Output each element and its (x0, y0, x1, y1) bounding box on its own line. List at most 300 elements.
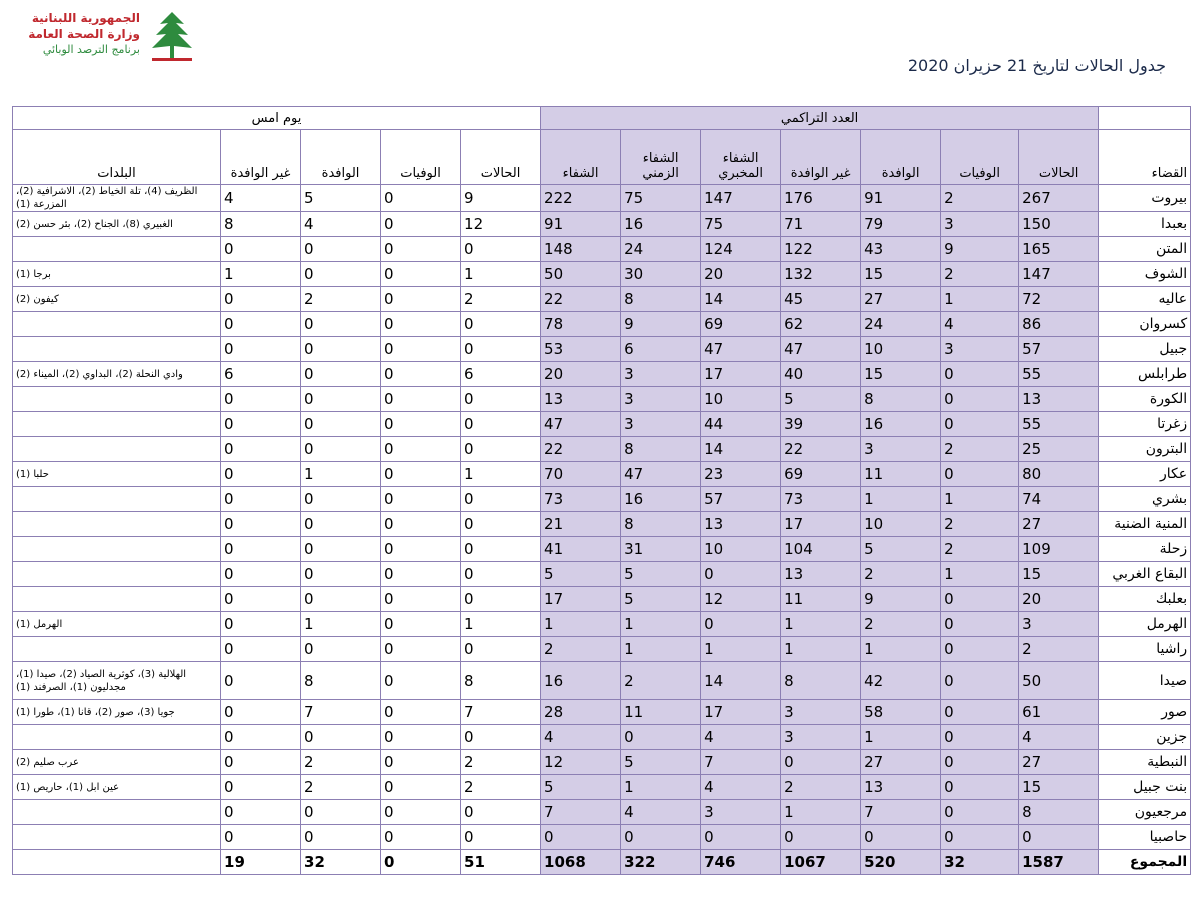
logo-republic-text: الجمهورية اللبنانية (31, 11, 140, 25)
towns-cell (13, 412, 221, 437)
cases-cell: 72 (1019, 287, 1099, 312)
cases-cell: 55 (1019, 362, 1099, 387)
yesterday-imported-cell: 0 (301, 825, 381, 850)
clinical-recovery-cell: 47 (621, 462, 701, 487)
district-name: الكورة (1099, 387, 1191, 412)
table-row (13, 662, 1191, 700)
non-imported-cell: 13 (781, 562, 861, 587)
towns-cell: الظريف (4)، تلة الخياط (2)، الاشرافية (2)، المزرعة (1) (13, 185, 221, 212)
towns-cell: الهلالية (3)، كوثرية الصياد (2)، صيدا (1)، مجدليون (1)، الصرفند (1) (13, 662, 221, 700)
non-imported-cell: 22 (781, 437, 861, 462)
yesterday-non-imported-cell: 0 (221, 750, 301, 775)
recovery-cell: 13 (541, 387, 621, 412)
non-imported-cell: 1067 (781, 850, 861, 875)
cases-cell: 15 (1019, 775, 1099, 800)
district-name: الهرمل (1099, 612, 1191, 637)
towns-cell (13, 312, 221, 337)
yesterday-deaths-cell: 0 (381, 562, 461, 587)
yesterday-deaths-cell: 0 (381, 237, 461, 262)
deaths-cell: 1 (941, 562, 1019, 587)
lab-recovery-cell: 14 (701, 662, 781, 700)
yesterday-cases-cell: 0 (461, 312, 541, 337)
district-name: المجموع (1099, 850, 1191, 875)
deaths-cell: 2 (941, 537, 1019, 562)
yesterday-cases-cell: 2 (461, 775, 541, 800)
lab-recovery-cell: 147 (701, 185, 781, 212)
recovery-cell: 16 (541, 662, 621, 700)
recovery-cell: 4 (541, 725, 621, 750)
imported-cell: 24 (861, 312, 941, 337)
district-name: بعبدا (1099, 212, 1191, 237)
yesterday-non-imported-cell: 0 (221, 725, 301, 750)
towns-cell: وادي النحلة (2)، البداوي (2)، الميناء (2) (13, 362, 221, 387)
lab-recovery-cell: 4 (701, 775, 781, 800)
col-recovery: الشفاء (541, 130, 621, 185)
district-name: زحلة (1099, 537, 1191, 562)
yesterday-cases-cell: 0 (461, 537, 541, 562)
yesterday-imported-cell: 7 (301, 700, 381, 725)
cases-cell: 1587 (1019, 850, 1099, 875)
non-imported-cell: 62 (781, 312, 861, 337)
yesterday-non-imported-cell: 0 (221, 312, 301, 337)
yesterday-cases-cell: 0 (461, 487, 541, 512)
imported-cell: 27 (861, 750, 941, 775)
yesterday-cases-cell: 0 (461, 437, 541, 462)
yesterday-cases-cell: 0 (461, 587, 541, 612)
yesterday-imported-cell: 5 (301, 185, 381, 212)
yesterday-cases-cell: 12 (461, 212, 541, 237)
imported-cell: 43 (861, 237, 941, 262)
cases-cell: 80 (1019, 462, 1099, 487)
table-row (13, 337, 1191, 362)
yesterday-cases-cell: 9 (461, 185, 541, 212)
yesterday-deaths-cell: 0 (381, 185, 461, 212)
cedar-icon (144, 8, 200, 64)
yesterday-deaths-cell: 0 (381, 637, 461, 662)
district-group-cell (1099, 107, 1191, 130)
deaths-cell: 0 (941, 700, 1019, 725)
imported-cell: 1 (861, 487, 941, 512)
yesterday-imported-cell: 0 (301, 387, 381, 412)
cases-cell: 50 (1019, 662, 1099, 700)
deaths-cell: 0 (941, 825, 1019, 850)
non-imported-cell: 122 (781, 237, 861, 262)
cases-cell: 57 (1019, 337, 1099, 362)
deaths-cell: 0 (941, 637, 1019, 662)
clinical-recovery-cell: 5 (621, 587, 701, 612)
non-imported-cell: 5 (781, 387, 861, 412)
yesterday-deaths-cell: 0 (381, 725, 461, 750)
towns-cell (13, 637, 221, 662)
imported-cell: 11 (861, 462, 941, 487)
clinical-recovery-cell: 8 (621, 512, 701, 537)
towns-cell (13, 512, 221, 537)
recovery-cell: 41 (541, 537, 621, 562)
lab-recovery-cell: 57 (701, 487, 781, 512)
clinical-recovery-cell: 1 (621, 612, 701, 637)
yesterday-cases-cell: 0 (461, 800, 541, 825)
table-row (13, 412, 1191, 437)
cases-cell: 27 (1019, 512, 1099, 537)
table-row (13, 287, 1191, 312)
cases-cell: 15 (1019, 562, 1099, 587)
yesterday-imported-cell: 0 (301, 487, 381, 512)
lab-recovery-cell: 1 (701, 637, 781, 662)
table-row (13, 775, 1191, 800)
yesterday-deaths-cell: 0 (381, 662, 461, 700)
col-cases: الحالات (1019, 130, 1099, 185)
table-body (13, 185, 1191, 875)
cases-cell: 147 (1019, 262, 1099, 287)
imported-cell: 1 (861, 637, 941, 662)
deaths-cell: 0 (941, 387, 1019, 412)
lab-recovery-cell: 20 (701, 262, 781, 287)
towns-cell: الغبيري (8)، الجناح (2)، بئر حسن (2) (13, 212, 221, 237)
clinical-recovery-cell: 5 (621, 562, 701, 587)
clinical-recovery-cell: 1 (621, 775, 701, 800)
yesterday-deaths-cell: 0 (381, 850, 461, 875)
towns-cell: برجا (1) (13, 262, 221, 287)
imported-cell: 5 (861, 537, 941, 562)
table-row (13, 537, 1191, 562)
district-name: طرابلس (1099, 362, 1191, 387)
yesterday-non-imported-cell: 1 (221, 262, 301, 287)
lab-recovery-cell: 0 (701, 612, 781, 637)
yesterday-deaths-cell: 0 (381, 537, 461, 562)
imported-cell: 8 (861, 387, 941, 412)
recovery-cell: 17 (541, 587, 621, 612)
lab-recovery-cell: 3 (701, 800, 781, 825)
yesterday-deaths-cell: 0 (381, 462, 461, 487)
towns-cell (13, 487, 221, 512)
yesterday-non-imported-cell: 0 (221, 437, 301, 462)
recovery-cell: 148 (541, 237, 621, 262)
column-header-row (13, 130, 1191, 185)
col-non-imported: غير الوافدة (781, 130, 861, 185)
deaths-cell: 3 (941, 212, 1019, 237)
district-name: المنية الضنية (1099, 512, 1191, 537)
cases-cell: 109 (1019, 537, 1099, 562)
table-row (13, 750, 1191, 775)
non-imported-cell: 1 (781, 612, 861, 637)
deaths-cell: 0 (941, 725, 1019, 750)
yesterday-non-imported-cell: 0 (221, 462, 301, 487)
deaths-cell: 0 (941, 362, 1019, 387)
deaths-cell: 2 (941, 185, 1019, 212)
yesterday-non-imported-cell: 19 (221, 850, 301, 875)
yesterday-deaths-cell: 0 (381, 512, 461, 537)
clinical-recovery-cell: 31 (621, 537, 701, 562)
clinical-recovery-cell: 11 (621, 700, 701, 725)
cases-cell: 3 (1019, 612, 1099, 637)
yesterday-cases-cell: 7 (461, 700, 541, 725)
recovery-cell: 222 (541, 185, 621, 212)
col-y-imported: الوافدة (301, 130, 381, 185)
cases-cell: 8 (1019, 800, 1099, 825)
towns-cell (13, 725, 221, 750)
group-header-row (13, 107, 1191, 130)
imported-cell: 91 (861, 185, 941, 212)
yesterday-deaths-cell: 0 (381, 412, 461, 437)
yesterday-imported-cell: 8 (301, 662, 381, 700)
yesterday-cases-cell: 0 (461, 562, 541, 587)
lab-recovery-cell: 75 (701, 212, 781, 237)
cases-cell: 13 (1019, 387, 1099, 412)
district-name: مرجعيون (1099, 800, 1191, 825)
col-district: القضاء (1099, 130, 1191, 185)
yesterday-deaths-cell: 0 (381, 262, 461, 287)
yesterday-imported-cell: 0 (301, 800, 381, 825)
non-imported-cell: 3 (781, 725, 861, 750)
yesterday-cases-cell: 1 (461, 462, 541, 487)
logo-program-text: برنامج الترصد الوبائي (42, 43, 140, 56)
clinical-recovery-cell: 8 (621, 287, 701, 312)
district-name: زغرتا (1099, 412, 1191, 437)
clinical-recovery-cell: 30 (621, 262, 701, 287)
deaths-cell: 4 (941, 312, 1019, 337)
lab-recovery-cell: 4 (701, 725, 781, 750)
yesterday-imported-cell: 0 (301, 337, 381, 362)
non-imported-cell: 132 (781, 262, 861, 287)
towns-cell: عين ابل (1)، حاريص (1) (13, 775, 221, 800)
lab-recovery-cell: 23 (701, 462, 781, 487)
yesterday-cases-cell: 0 (461, 412, 541, 437)
district-name: صور (1099, 700, 1191, 725)
non-imported-cell: 73 (781, 487, 861, 512)
table-row (13, 512, 1191, 537)
table-row (13, 362, 1191, 387)
cases-cell: 165 (1019, 237, 1099, 262)
yesterday-cases-cell: 0 (461, 237, 541, 262)
yesterday-deaths-cell: 0 (381, 700, 461, 725)
district-name: المتن (1099, 237, 1191, 262)
deaths-cell: 0 (941, 800, 1019, 825)
lab-recovery-cell: 0 (701, 825, 781, 850)
deaths-cell: 0 (941, 412, 1019, 437)
yesterday-imported-cell: 0 (301, 312, 381, 337)
non-imported-cell: 0 (781, 750, 861, 775)
col-y-non-imported: غير الوافدة (221, 130, 301, 185)
towns-cell (13, 537, 221, 562)
district-name: كسروان (1099, 312, 1191, 337)
lab-recovery-cell: 7 (701, 750, 781, 775)
yesterday-deaths-cell: 0 (381, 387, 461, 412)
cases-cell: 2 (1019, 637, 1099, 662)
recovery-cell: 22 (541, 287, 621, 312)
clinical-recovery-cell: 16 (621, 487, 701, 512)
clinical-recovery-cell: 322 (621, 850, 701, 875)
yesterday-cases-cell: 0 (461, 825, 541, 850)
imported-cell: 9 (861, 587, 941, 612)
district-name: بشري (1099, 487, 1191, 512)
yesterday-deaths-cell: 0 (381, 312, 461, 337)
table-row (13, 185, 1191, 212)
district-name: راشيا (1099, 637, 1191, 662)
yesterday-imported-cell: 0 (301, 437, 381, 462)
table-row (13, 725, 1191, 750)
cases-cell: 267 (1019, 185, 1099, 212)
yesterday-imported-cell: 0 (301, 262, 381, 287)
recovery-cell: 0 (541, 825, 621, 850)
imported-cell: 1 (861, 725, 941, 750)
towns-cell: عرب صليم (2) (13, 750, 221, 775)
ministry-logo (14, 8, 204, 68)
clinical-recovery-cell: 1 (621, 637, 701, 662)
table-row (13, 825, 1191, 850)
imported-cell: 520 (861, 850, 941, 875)
deaths-cell: 2 (941, 512, 1019, 537)
non-imported-cell: 47 (781, 337, 861, 362)
towns-cell (13, 562, 221, 587)
deaths-cell: 0 (941, 775, 1019, 800)
yesterday-deaths-cell: 0 (381, 612, 461, 637)
lab-recovery-cell: 14 (701, 437, 781, 462)
clinical-recovery-cell: 3 (621, 412, 701, 437)
yesterday-imported-cell: 32 (301, 850, 381, 875)
imported-cell: 58 (861, 700, 941, 725)
imported-cell: 3 (861, 437, 941, 462)
deaths-cell: 1 (941, 487, 1019, 512)
yesterday-non-imported-cell: 0 (221, 825, 301, 850)
recovery-cell: 12 (541, 750, 621, 775)
yesterday-deaths-cell: 0 (381, 587, 461, 612)
towns-cell: جويا (3)، صور (2)، قانا (1)، طورا (1) (13, 700, 221, 725)
clinical-recovery-cell: 4 (621, 800, 701, 825)
imported-cell: 7 (861, 800, 941, 825)
yesterday-cases-cell: 0 (461, 387, 541, 412)
lab-recovery-cell: 746 (701, 850, 781, 875)
imported-cell: 10 (861, 512, 941, 537)
non-imported-cell: 45 (781, 287, 861, 312)
deaths-cell: 0 (941, 462, 1019, 487)
yesterday-deaths-cell: 0 (381, 362, 461, 387)
yesterday-non-imported-cell: 0 (221, 387, 301, 412)
non-imported-cell: 3 (781, 700, 861, 725)
col-lab-recovery: الشفاء المخبري (701, 130, 781, 185)
towns-cell (13, 800, 221, 825)
deaths-cell: 2 (941, 262, 1019, 287)
towns-cell (13, 337, 221, 362)
table-row (13, 237, 1191, 262)
recovery-cell: 5 (541, 775, 621, 800)
table-row (13, 387, 1191, 412)
district-name: عاليه (1099, 287, 1191, 312)
imported-cell: 2 (861, 562, 941, 587)
deaths-cell: 2 (941, 437, 1019, 462)
recovery-cell: 5 (541, 562, 621, 587)
district-name: الشوف (1099, 262, 1191, 287)
cases-cell: 27 (1019, 750, 1099, 775)
recovery-cell: 1068 (541, 850, 621, 875)
yesterday-non-imported-cell: 0 (221, 587, 301, 612)
yesterday-cases-cell: 1 (461, 612, 541, 637)
yesterday-non-imported-cell: 0 (221, 662, 301, 700)
non-imported-cell: 39 (781, 412, 861, 437)
towns-cell: الهرمل (1) (13, 612, 221, 637)
imported-cell: 27 (861, 287, 941, 312)
imported-cell: 2 (861, 612, 941, 637)
yesterday-cases-cell: 0 (461, 337, 541, 362)
recovery-cell: 47 (541, 412, 621, 437)
yesterday-non-imported-cell: 0 (221, 700, 301, 725)
yesterday-non-imported-cell: 6 (221, 362, 301, 387)
col-deaths: الوفيات (941, 130, 1019, 185)
towns-cell (13, 237, 221, 262)
district-name: بعلبك (1099, 587, 1191, 612)
lab-recovery-cell: 44 (701, 412, 781, 437)
lab-recovery-cell: 0 (701, 562, 781, 587)
yesterday-imported-cell: 0 (301, 362, 381, 387)
yesterday-imported-cell: 2 (301, 287, 381, 312)
table-row (13, 562, 1191, 587)
district-name: جزين (1099, 725, 1191, 750)
recovery-cell: 2 (541, 637, 621, 662)
yesterday-deaths-cell: 0 (381, 800, 461, 825)
table-row (13, 587, 1191, 612)
deaths-cell: 32 (941, 850, 1019, 875)
yesterday-cases-cell: 2 (461, 287, 541, 312)
towns-cell (13, 825, 221, 850)
cases-cell: 61 (1019, 700, 1099, 725)
yesterday-imported-cell: 1 (301, 462, 381, 487)
recovery-cell: 21 (541, 512, 621, 537)
yesterday-cases-cell: 6 (461, 362, 541, 387)
col-y-deaths: الوفيات (381, 130, 461, 185)
clinical-recovery-cell: 16 (621, 212, 701, 237)
yesterday-non-imported-cell: 8 (221, 212, 301, 237)
clinical-recovery-cell: 24 (621, 237, 701, 262)
table-row (13, 312, 1191, 337)
cases-cell: 74 (1019, 487, 1099, 512)
recovery-cell: 7 (541, 800, 621, 825)
deaths-cell: 3 (941, 337, 1019, 362)
yesterday-imported-cell: 0 (301, 725, 381, 750)
yesterday-non-imported-cell: 0 (221, 337, 301, 362)
table-row (13, 612, 1191, 637)
non-imported-cell: 0 (781, 825, 861, 850)
yesterday-non-imported-cell: 0 (221, 512, 301, 537)
district-name: حاصبيا (1099, 825, 1191, 850)
yesterday-imported-cell: 0 (301, 637, 381, 662)
yesterday-non-imported-cell: 0 (221, 487, 301, 512)
recovery-cell: 50 (541, 262, 621, 287)
table-row (13, 700, 1191, 725)
cases-cell: 20 (1019, 587, 1099, 612)
yesterday-non-imported-cell: 0 (221, 637, 301, 662)
yesterday-non-imported-cell: 0 (221, 800, 301, 825)
logo-text (14, 10, 140, 58)
yesterday-deaths-cell: 0 (381, 487, 461, 512)
deaths-cell: 9 (941, 237, 1019, 262)
recovery-cell: 22 (541, 437, 621, 462)
page-title: جدول الحالات لتاريخ 21 حزيران 2020 (907, 56, 1166, 75)
imported-cell: 16 (861, 412, 941, 437)
yesterday-cases-cell: 0 (461, 512, 541, 537)
yesterday-cases-cell: 0 (461, 725, 541, 750)
clinical-recovery-cell: 6 (621, 337, 701, 362)
lab-recovery-cell: 69 (701, 312, 781, 337)
yesterday-non-imported-cell: 0 (221, 412, 301, 437)
yesterday-cases-cell: 2 (461, 750, 541, 775)
recovery-cell: 73 (541, 487, 621, 512)
yesterday-cases-cell: 1 (461, 262, 541, 287)
towns-cell (13, 587, 221, 612)
deaths-cell: 0 (941, 662, 1019, 700)
non-imported-cell: 11 (781, 587, 861, 612)
clinical-recovery-cell: 3 (621, 387, 701, 412)
yesterday-imported-cell: 0 (301, 537, 381, 562)
clinical-recovery-cell: 2 (621, 662, 701, 700)
